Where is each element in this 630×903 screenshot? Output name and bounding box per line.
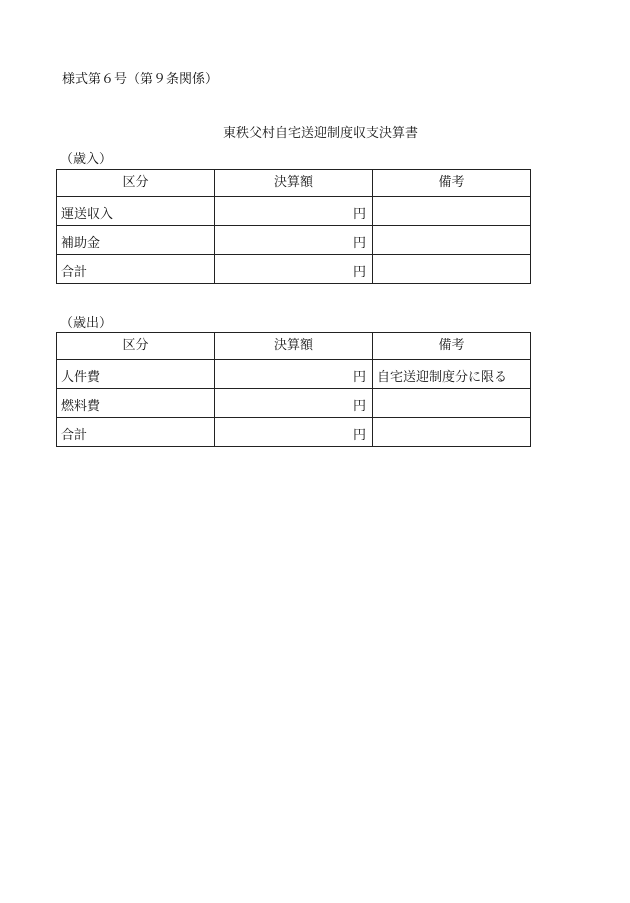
expense-header-amount: 決算額 (215, 333, 373, 360)
income-remarks-cell (373, 197, 531, 226)
income-item-cell: 補助金 (57, 226, 215, 255)
income-total-amount: 円 (215, 255, 373, 284)
expense-remarks-cell (373, 418, 531, 447)
income-total-label: 合計 (57, 255, 215, 284)
expense-header-category: 区分 (57, 333, 215, 360)
table-row (57, 418, 531, 447)
income-amount-cell: 円 (215, 197, 373, 226)
income-remarks-cell (373, 226, 531, 255)
expense-total-label: 合計 (57, 418, 215, 447)
expense-remarks-cell (373, 389, 531, 418)
table-row (57, 197, 531, 226)
expense-amount-cell: 円 (215, 360, 373, 389)
income-table (56, 169, 531, 284)
expense-item-cell: 燃料費 (57, 389, 215, 418)
table-row (57, 255, 531, 284)
table-row (57, 226, 531, 255)
table-row (57, 360, 531, 389)
expense-header-remarks: 備考 (373, 333, 531, 360)
expense-table (56, 332, 531, 447)
table-row (57, 389, 531, 418)
expense-amount-cell: 円 (215, 389, 373, 418)
expense-remarks-cell: 自宅送迎制度分に限る (373, 360, 531, 389)
income-header-remarks: 備考 (373, 170, 531, 197)
income-header-row (57, 170, 531, 197)
form-number: 様式第６号（第９条関係） (62, 72, 219, 87)
expense-item-cell: 人件費 (57, 360, 215, 389)
income-header-amount: 決算額 (215, 170, 373, 197)
expense-total-amount: 円 (215, 418, 373, 447)
income-section-label: （歳入） (60, 152, 113, 167)
income-item-cell: 運送収入 (57, 197, 215, 226)
income-header-category: 区分 (57, 170, 215, 197)
income-remarks-cell (373, 255, 531, 284)
expense-section-label: （歳出） (60, 316, 113, 331)
income-amount-cell: 円 (215, 226, 373, 255)
expense-header-row (57, 333, 531, 360)
document-title: 東秩父村自宅送迎制度収支決算書 (223, 126, 419, 141)
